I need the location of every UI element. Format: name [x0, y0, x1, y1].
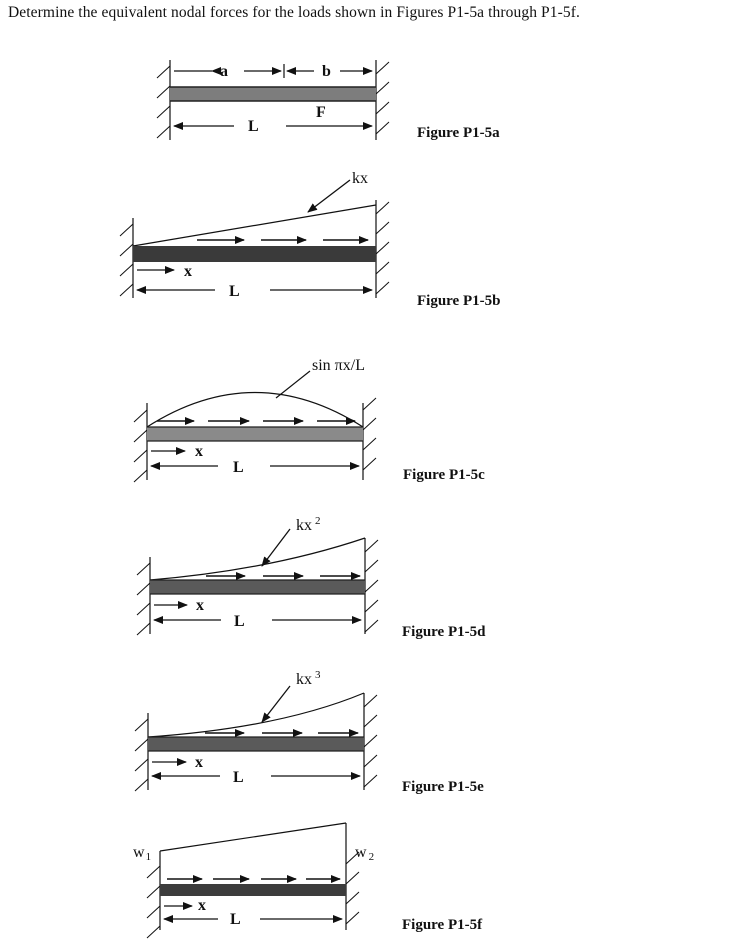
load-leader-line — [276, 371, 310, 398]
label-L: L — [229, 283, 240, 300]
figure-p1-5e — [135, 669, 484, 795]
right-wall-hatch — [365, 540, 378, 632]
right-wall-hatch — [346, 852, 359, 924]
w1-base: w — [133, 844, 145, 861]
right-wall-hatch — [364, 695, 377, 787]
label-x: x — [198, 897, 206, 914]
label-L: L — [233, 459, 244, 476]
problem-statement: Determine the equivalent nodal forces for the loads shown in Figures P1-5a through P1-5f. — [8, 4, 580, 21]
load-leader-arrow — [262, 686, 290, 722]
label-x: x — [195, 443, 203, 460]
figure-p1-5d — [137, 515, 486, 640]
label-x: x — [184, 263, 192, 280]
figure-p1-5a — [157, 60, 500, 141]
figure-caption: Figure P1-5e — [402, 779, 484, 795]
load-label — [296, 515, 321, 534]
left-wall-hatch — [134, 410, 147, 482]
load-label-base: kx — [296, 517, 312, 534]
label-L: L — [234, 613, 245, 630]
label-x: x — [195, 754, 203, 771]
w1-subscript: 1 — [145, 851, 152, 863]
bar — [170, 87, 376, 101]
load-label-base: kx — [296, 671, 312, 688]
right-wall-hatch — [363, 398, 376, 470]
sine-load-curve — [147, 393, 363, 428]
figure-caption: Figure P1-5b — [417, 293, 501, 309]
figure-p1-5c — [134, 357, 485, 483]
figure-p1-5f — [133, 823, 483, 938]
load-label-exponent: 3 — [315, 669, 321, 681]
left-wall-hatch — [120, 224, 133, 296]
label-a: a — [220, 63, 228, 80]
bar — [147, 427, 363, 441]
label-b: b — [322, 63, 331, 80]
bar — [160, 884, 346, 896]
figure-caption: Figure P1-5f — [402, 917, 483, 933]
left-wall-hatch — [135, 719, 148, 791]
label-L: L — [248, 118, 259, 135]
load-label-exponent: 2 — [315, 515, 321, 527]
load-distribution-curve — [150, 538, 365, 580]
label-x: x — [196, 597, 204, 614]
label-L: L — [233, 769, 244, 786]
bar — [150, 580, 365, 594]
bar — [148, 737, 364, 751]
w2-base: w — [355, 844, 367, 861]
right-wall-hatch — [376, 62, 389, 134]
label-L: L — [230, 911, 241, 928]
load-label: sin πx/L — [312, 357, 365, 374]
load-distribution-curve — [148, 693, 364, 737]
label-w1 — [133, 844, 151, 863]
figure-caption: Figure P1-5a — [417, 125, 500, 141]
left-wall-hatch — [137, 563, 150, 635]
trapezoid-load-line — [160, 823, 346, 851]
figure-caption: Figure P1-5d — [402, 624, 486, 640]
bar — [133, 246, 376, 262]
right-wall-hatch — [376, 202, 389, 294]
figure-caption: Figure P1-5c — [403, 467, 485, 483]
label-F: F — [316, 104, 326, 121]
w2-subscript: 2 — [368, 851, 375, 863]
left-wall-hatch — [147, 866, 160, 938]
load-label: kx — [352, 170, 368, 187]
load-leader-arrow — [308, 180, 350, 212]
label-w2 — [355, 844, 374, 863]
load-label — [296, 669, 321, 688]
figure-p1-5b — [120, 170, 500, 309]
left-wall-hatch — [157, 66, 170, 138]
